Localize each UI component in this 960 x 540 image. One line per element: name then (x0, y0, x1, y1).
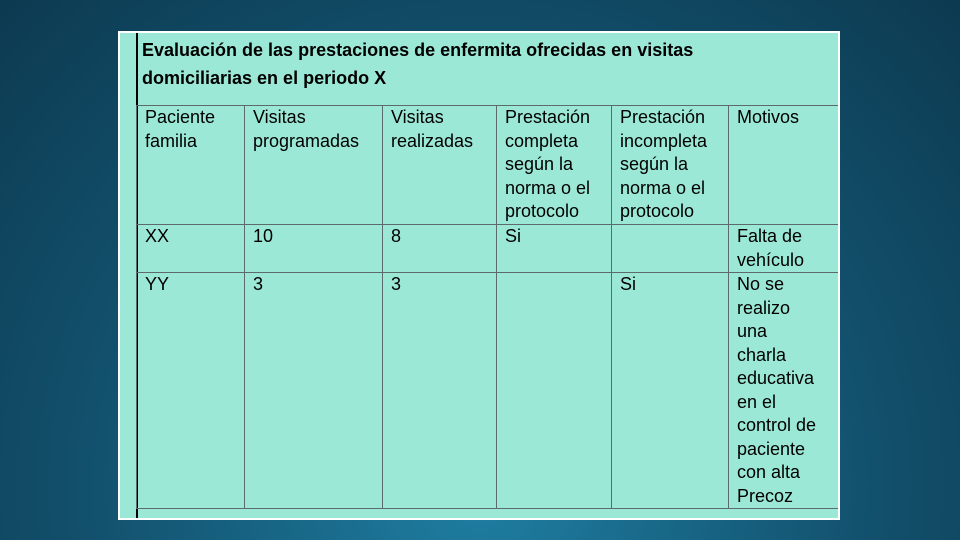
table-row (137, 225, 841, 273)
header-visitas-programadas: Visitas programadas (245, 106, 383, 225)
cell-paciente: YY (137, 273, 245, 509)
cell-programadas: 10 (245, 225, 383, 273)
evaluation-table (136, 105, 840, 509)
cell-paciente: XX (137, 225, 245, 273)
cell-programadas: 3 (245, 273, 383, 509)
cell-incompleta: Si (612, 273, 729, 509)
slide-title (142, 36, 832, 92)
table-header-row (137, 106, 841, 225)
cell-motivos: Falta de vehículo (729, 225, 841, 273)
cell-motivos: No se realizo una charla educativa en el control de paciente con alta Precoz (729, 273, 841, 509)
cell-completa (497, 273, 612, 509)
slide-title-line-1: Evaluación de las prestaciones de enfermita ofrecidas en visitas (142, 40, 694, 60)
header-paciente-familia: Paciente familia (137, 106, 245, 225)
header-prestacion-incompleta: Prestación incompleta según la norma o el protocolo (612, 106, 729, 225)
slide-content-panel (118, 31, 840, 520)
cell-incompleta (612, 225, 729, 273)
cell-realizadas: 3 (383, 273, 497, 509)
slide-title-line-2: domiciliarias en el periodo X (142, 68, 387, 88)
header-motivos: Motivos (729, 106, 841, 225)
header-prestacion-completa: Prestación completa según la norma o el protocolo (497, 106, 612, 225)
cell-realizadas: 8 (383, 225, 497, 273)
cell-completa: Si (497, 225, 612, 273)
header-visitas-realizadas: Visitas realizadas (383, 106, 497, 225)
table-row (137, 273, 841, 509)
